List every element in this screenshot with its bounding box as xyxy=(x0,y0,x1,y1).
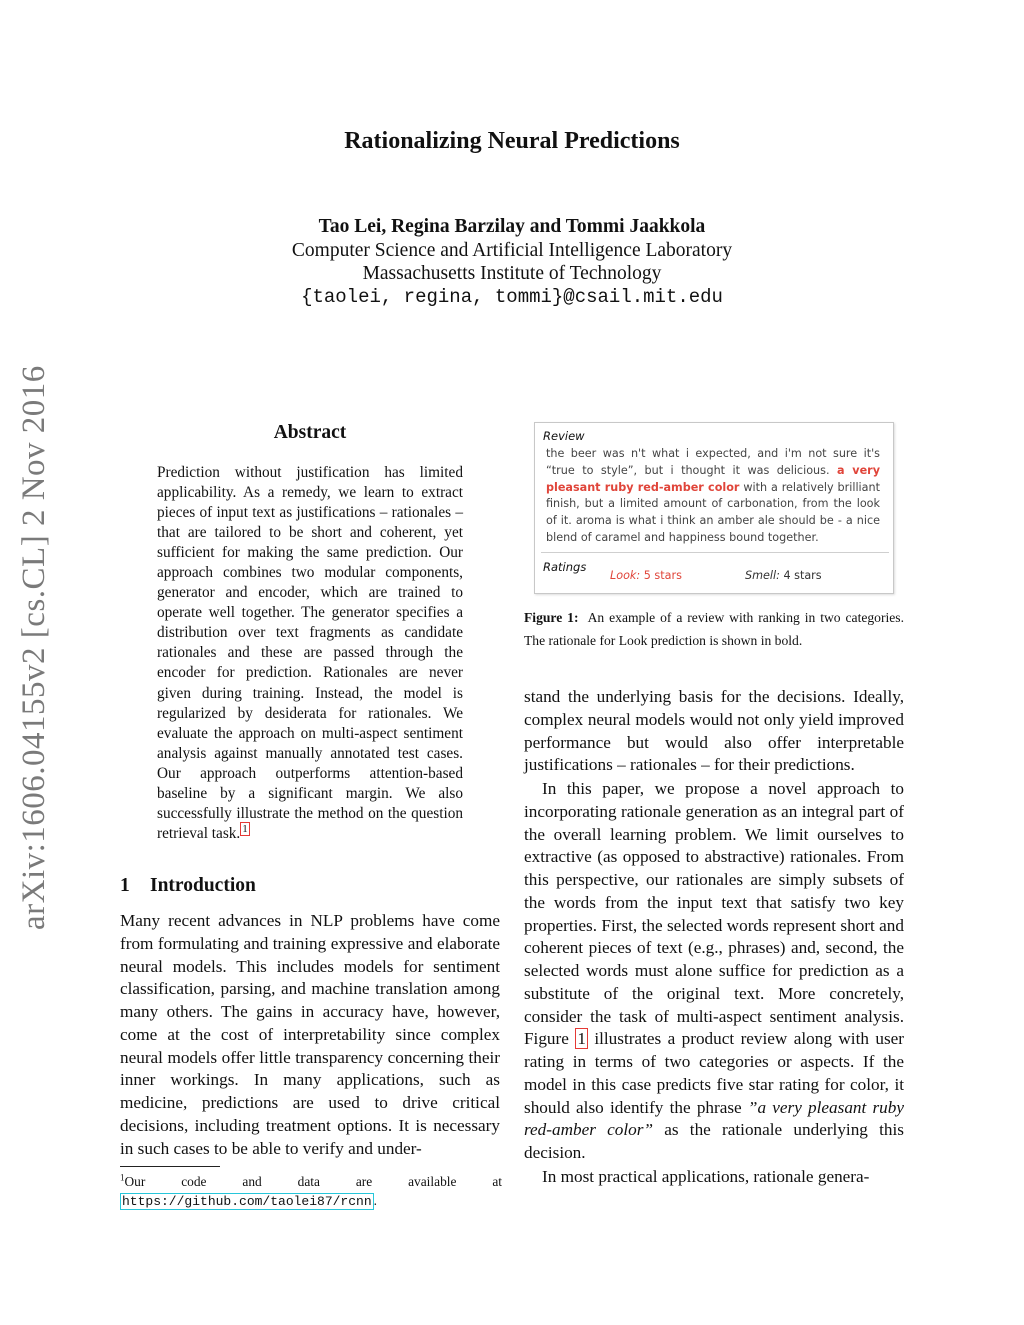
p2-quote: ”a very pleasant ruby red-amber color” xyxy=(524,1097,904,1140)
left-column-body xyxy=(120,910,500,1160)
author-block xyxy=(0,215,1024,309)
abstract-text xyxy=(157,463,463,844)
look-key: Look: xyxy=(610,569,641,582)
review-text-post: with a relatively brilliant finish, but a limited amount of carbonation, from the look of it. aroma is what i think an amber ale should be - a nice blend of caramel and happiness bound together. xyxy=(546,480,880,544)
review-text xyxy=(546,446,880,547)
footnote-link[interactable]: 1 xyxy=(242,822,248,835)
abstract-heading: Abstract xyxy=(273,422,347,443)
section-title: Introduction xyxy=(150,875,256,896)
section-heading xyxy=(120,875,256,897)
footnote-text: Our code and data are available at xyxy=(124,1174,502,1189)
smell-rating xyxy=(745,569,822,582)
footnote xyxy=(120,1172,502,1211)
figure-caption xyxy=(524,607,904,652)
arxiv-stamp: arXiv:1606.04155v2 [cs.CL] 2 Nov 2016 xyxy=(16,365,52,930)
affiliation-institute: Massachusetts Institute of Technology xyxy=(362,263,662,284)
footnote-mark: 1 xyxy=(120,1172,125,1183)
review-label: Review xyxy=(543,429,585,443)
figure-1-box xyxy=(534,422,894,594)
right-paragraph-1: stand the underlying basis for the decisions. Ideally, complex neural models would not only yield improved performance but would also offer interpretable justifications – rationales – for their predictions. xyxy=(524,687,904,775)
affiliation-lab: Computer Science and Artificial Intelligence Laboratory xyxy=(291,239,733,261)
look-rating xyxy=(610,569,682,582)
p2-text-b: illustrates a product review along with user rating in terms of two categories or aspects. If the model in this case predicts five star rating for color, it should also identify the phrase xyxy=(524,1029,904,1117)
review-rationale-highlight: a very pleasant ruby red-amber color xyxy=(546,463,880,494)
author-emails: {taolei, regina, tommi}@csail.mit.edu xyxy=(301,285,723,308)
author-names: Tao Lei, Regina Barzilay and Tommi Jaakkola xyxy=(318,216,706,237)
figure-divider xyxy=(541,552,889,553)
intro-paragraph: Many recent advances in NLP problems have come from formulating and training expressive and elaborate neural models. This includes models for sentiment classification, parsing, and machine translation among many others. The gains in accuracy have, however, come at the cost of interpretability since complex neural models offer little transparency concerning their inner workings. In many applications, such as medicine, predictions are used to drive critical decisions, including treatment options. It is necessary in such cases to be able to verify and under- xyxy=(120,911,500,1158)
right-paragraph-2 xyxy=(524,778,904,1165)
footnote-end: . xyxy=(373,1193,377,1208)
right-column-body xyxy=(524,686,904,1189)
ratings-label: Ratings xyxy=(543,560,587,574)
caption-label: Figure 1: xyxy=(524,610,579,625)
p2-text-c: as the rationale underlying this decision. xyxy=(524,1120,904,1162)
caption-text: An example of a review with ranking in two categories. The rationale for Look prediction is shown in bold. xyxy=(524,610,904,648)
figure-ref-link[interactable]: 1 xyxy=(577,1029,586,1049)
code-url-link[interactable]: https://github.com/taolei87/rcnn xyxy=(122,1194,372,1209)
footnote-rule xyxy=(120,1166,220,1167)
review-text-pre: the beer was n't what i expected, and i'm not sure it's “true to style”, but i thought it was delicious. xyxy=(546,447,880,477)
p2-text-a: In this paper, we propose a novel approach to incorporating rationale generation as an integral part of the overall learning problem. We limit ourselves to extractive (as opposed to abstractive) rationales. From this perspective, our rationales are simply subsets of the words from the input text that satisfy two key properties. First, the selected words represent short and coherent pieces of text (e.g., phrases) and, second, the selected words must alone suffice for prediction as a substitute of the original text. More concretely, consider the task of multi-aspect sentiment analysis. Figure xyxy=(524,779,904,1049)
smell-key: Smell: xyxy=(745,569,780,582)
right-paragraph-3: In most practical applications, rationale genera- xyxy=(542,1166,870,1186)
smell-value: 4 stars xyxy=(783,569,822,582)
look-value: 5 stars xyxy=(643,569,682,582)
section-number: 1 xyxy=(120,875,130,896)
abstract-body: Prediction without justification has limited applicability. As a remedy, we learn to extract pieces of input text as justifications – rationales – that are tailored to be short and coherent, yet sufficient for making the same prediction. Our approach combines two modular components, generator and encoder, which are trained to operate well together. The generator specifies a distribution over text fragments as candidate rationales and these are passed through the encoder for prediction. Rationales are never given during training. Instead, the model is regularized by desiderata for rationales. We evaluate the approach on multi-aspect sentiment analysis against manually annotated test cases. Our approach outperforms attention-based baseline by a significant margin. We also successfully illustrate the method on the question retrieval task. xyxy=(157,464,463,842)
paper-title: Rationalizing Neural Predictions xyxy=(344,128,680,154)
